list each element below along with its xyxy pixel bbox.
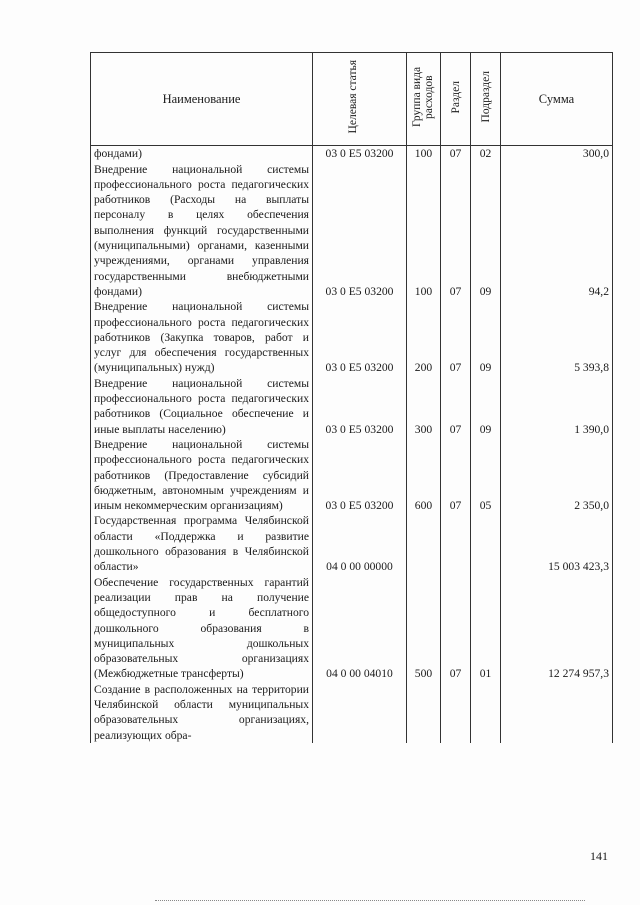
row-subsection: 05 [471, 437, 501, 513]
table-row [91, 146, 613, 162]
row-target-code: 03 0 E5 03200 [313, 146, 407, 162]
row-section: 07 [441, 376, 471, 437]
row-expense-group: 100 [407, 146, 441, 162]
row-amount: 15 003 423,3 [501, 513, 613, 574]
row-target-code: 03 0 E5 03200 [313, 162, 407, 300]
row-name: Внедрение национальной системы профессионального роста педагогических работников (Расходы на выплаты персоналу в целях обеспечения выполнения функций государственными (муниципальными) органами, казенными учреждениями, органами управления государственными внебюджетными фондами) [91, 162, 313, 300]
table-row [91, 682, 613, 743]
header-sum: Сумма [501, 53, 613, 146]
row-expense-group: 300 [407, 376, 441, 437]
row-amount: 5 393,8 [501, 299, 613, 375]
header-subsection: Подраздел [479, 71, 492, 123]
row-expense-group: 500 [407, 575, 441, 682]
row-amount [501, 682, 613, 743]
row-subsection: 01 [471, 575, 501, 682]
row-section [441, 682, 471, 743]
row-section: 07 [441, 162, 471, 300]
table-row [91, 299, 613, 375]
page-number: 141 [590, 849, 608, 863]
header-section: Раздел [449, 80, 462, 114]
footer-rule [155, 900, 585, 901]
row-subsection [471, 682, 501, 743]
row-expense-group [407, 682, 441, 743]
table-row [91, 513, 613, 574]
row-name: Создание в расположенных на территории Челябинской области муниципальных образовательных организациях, реализующих обра- [91, 682, 313, 743]
table-header-row [91, 53, 613, 146]
row-name: Государственная программа Челябинской области «Поддержка и развитие дошкольного образования в Челябинской области» [91, 513, 313, 574]
row-target-code: 04 0 00 04010 [313, 575, 407, 682]
table-row [91, 162, 613, 300]
row-expense-group: 100 [407, 162, 441, 300]
row-amount: 300,0 [501, 146, 613, 162]
row-section: 07 [441, 299, 471, 375]
row-name: Обеспечение государственных гарантий реализации прав на получение общедоступного и бесплатного дошкольного образования в муниципальных дошкольных образовательных организациях (Межбюджетные трансферты) [91, 575, 313, 682]
header-section-cell [441, 53, 471, 146]
row-expense-group [407, 513, 441, 574]
row-amount: 1 390,0 [501, 376, 613, 437]
row-section: 07 [441, 575, 471, 682]
header-group: Группа вида расходов [410, 66, 435, 128]
row-amount: 12 274 957,3 [501, 575, 613, 682]
row-subsection: 02 [471, 146, 501, 162]
header-target: Целевая статья [346, 60, 359, 134]
row-name: Внедрение национальной системы профессионального роста педагогических работников (Предоставление субсидий бюджетным, автономным учреждениям и иным некоммерческим организациям) [91, 437, 313, 513]
row-subsection [471, 513, 501, 574]
row-section [441, 513, 471, 574]
row-subsection: 09 [471, 162, 501, 300]
row-name: Внедрение национальной системы профессионального роста педагогических работников (Социальное обеспечение и иные выплаты населению) [91, 376, 313, 437]
row-name: Внедрение национальной системы профессионального роста педагогических работников (Закупка товаров, работ и услуг для обеспечения государственных (муниципальных) нужд) [91, 299, 313, 375]
header-name: Наименование [91, 53, 313, 146]
row-amount: 94,2 [501, 162, 613, 300]
row-subsection: 09 [471, 299, 501, 375]
table-body [91, 146, 613, 743]
row-section: 07 [441, 146, 471, 162]
table-row [91, 575, 613, 682]
row-target-code: 03 0 E5 03200 [313, 299, 407, 375]
row-amount: 2 350,0 [501, 437, 613, 513]
budget-table [90, 52, 613, 743]
table-row [91, 437, 613, 513]
row-target-code: 03 0 E5 03200 [313, 437, 407, 513]
row-target-code [313, 682, 407, 743]
row-expense-group: 200 [407, 299, 441, 375]
row-name: фондами) [91, 146, 313, 162]
row-expense-group: 600 [407, 437, 441, 513]
header-group-cell [407, 53, 441, 146]
table-row [91, 376, 613, 437]
header-target-cell [313, 53, 407, 146]
row-target-code: 04 0 00 00000 [313, 513, 407, 574]
row-target-code: 03 0 E5 03200 [313, 376, 407, 437]
row-section: 07 [441, 437, 471, 513]
header-subsection-cell [471, 53, 501, 146]
row-subsection: 09 [471, 376, 501, 437]
